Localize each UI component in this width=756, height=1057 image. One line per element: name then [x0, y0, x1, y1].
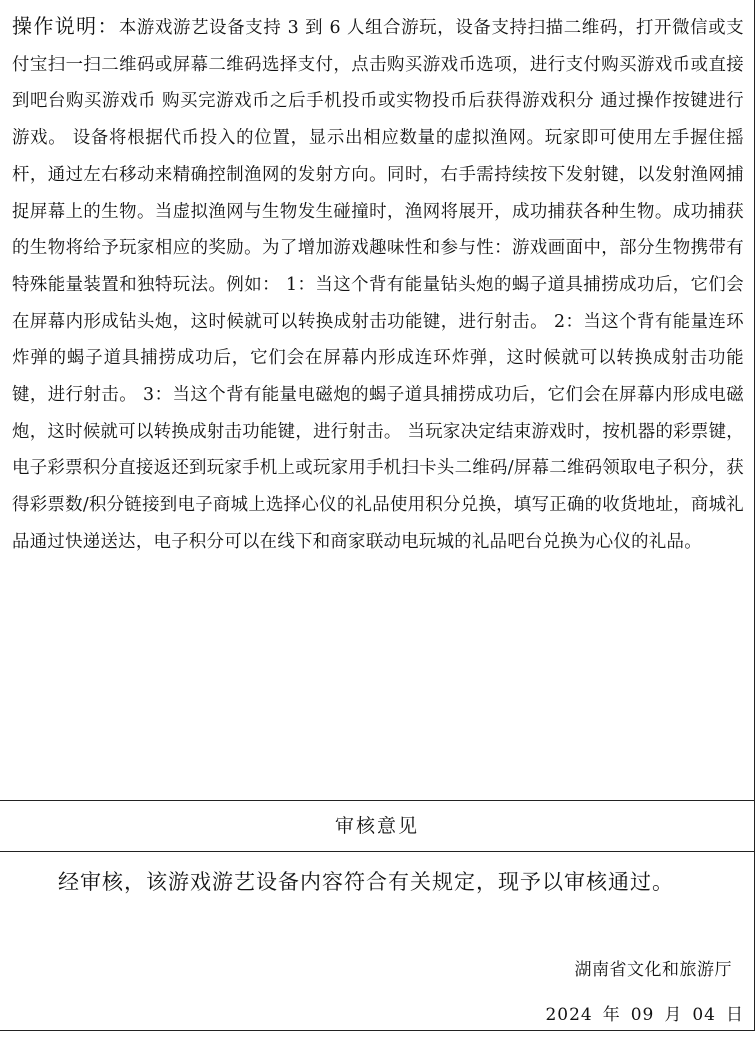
issuing-authority: 湖南省文化和旅游厅 — [574, 960, 732, 980]
date-year: 2024 — [545, 1005, 593, 1025]
instructions-label: 操作说明： — [12, 14, 119, 38]
review-opinion-header: 审核意见 — [0, 801, 754, 852]
operation-instructions-paragraph — [12, 8, 744, 561]
review-opinion-text: 经审核，该游戏游艺设备内容符合有关规定，现予以审核通过。 — [58, 870, 674, 894]
review-opinion-cell — [0, 852, 754, 1031]
date-month: 09 — [630, 1005, 655, 1025]
date-month-unit: 月 — [664, 1005, 683, 1025]
instructions-text: 本游戏游艺设备支持 3 到 6 人组合游玩，设备支持扫描二维码，打开微信或支付宝扫一扫二维码或屏幕二维码选择支付，点击购买游戏币选项，进行支付购买游戏币或直接到吧台购买游戏币 购买完游戏币之后手机投币或实物投币后获得游戏积分 通过操作按键进行游戏。 设备将根据代币投入的位置，显示出相应数量的虚拟渔网。玩家即可使用左手握住摇杆，通过左右移动来精确控制渔网的发射方向。同时，右手需持续按下发射键，以发射渔网捕捉屏幕上的生物。当虚拟渔网与生物发生碰撞时，渔网将展开，成功捕获各种生物。成功捕获的生物将给予玩家相应的奖励。为了增加游戏趣味性和参与性：游戏画面中，部分生物携带有特殊能量装置和独特玩法。例如： 1：当这个背有能量钻头炮的蝎子道具捕捞成功后，它们会在屏幕内形成钻头炮，这时候就可以转换成射击功能键，进行射击。 2：当这个背有能量连环炸弹的蝎子道具捕捞成功后，它们会在屏幕内形成连环炸弹，这时候就可以转换成射击功能键，进行射击。 3：当这个背有能量电磁炮的蝎子道具捕捞成功后，它们会在屏幕内形成电磁炮，这时候就可以转换成射击功能键，进行射击。 当玩家决定结束游戏时，按机器的彩票键，电子彩票积分直接返还到玩家手机上或玩家用手机扫卡头二维码/屏幕二维码领取电子积分，获得彩票数/积分链接到电子商城上选择心仪的礼品使用积分兑换，填写正确的收货地址，商城礼品通过快递送达，电子积分可以在线下和商家联动电玩城的礼品吧台兑换为心仪的礼品。 — [12, 18, 744, 552]
date-day-unit: 日 — [726, 1005, 744, 1025]
date-year-unit: 年 — [602, 1005, 621, 1025]
review-date — [545, 1000, 744, 1025]
date-day: 04 — [692, 1005, 716, 1025]
